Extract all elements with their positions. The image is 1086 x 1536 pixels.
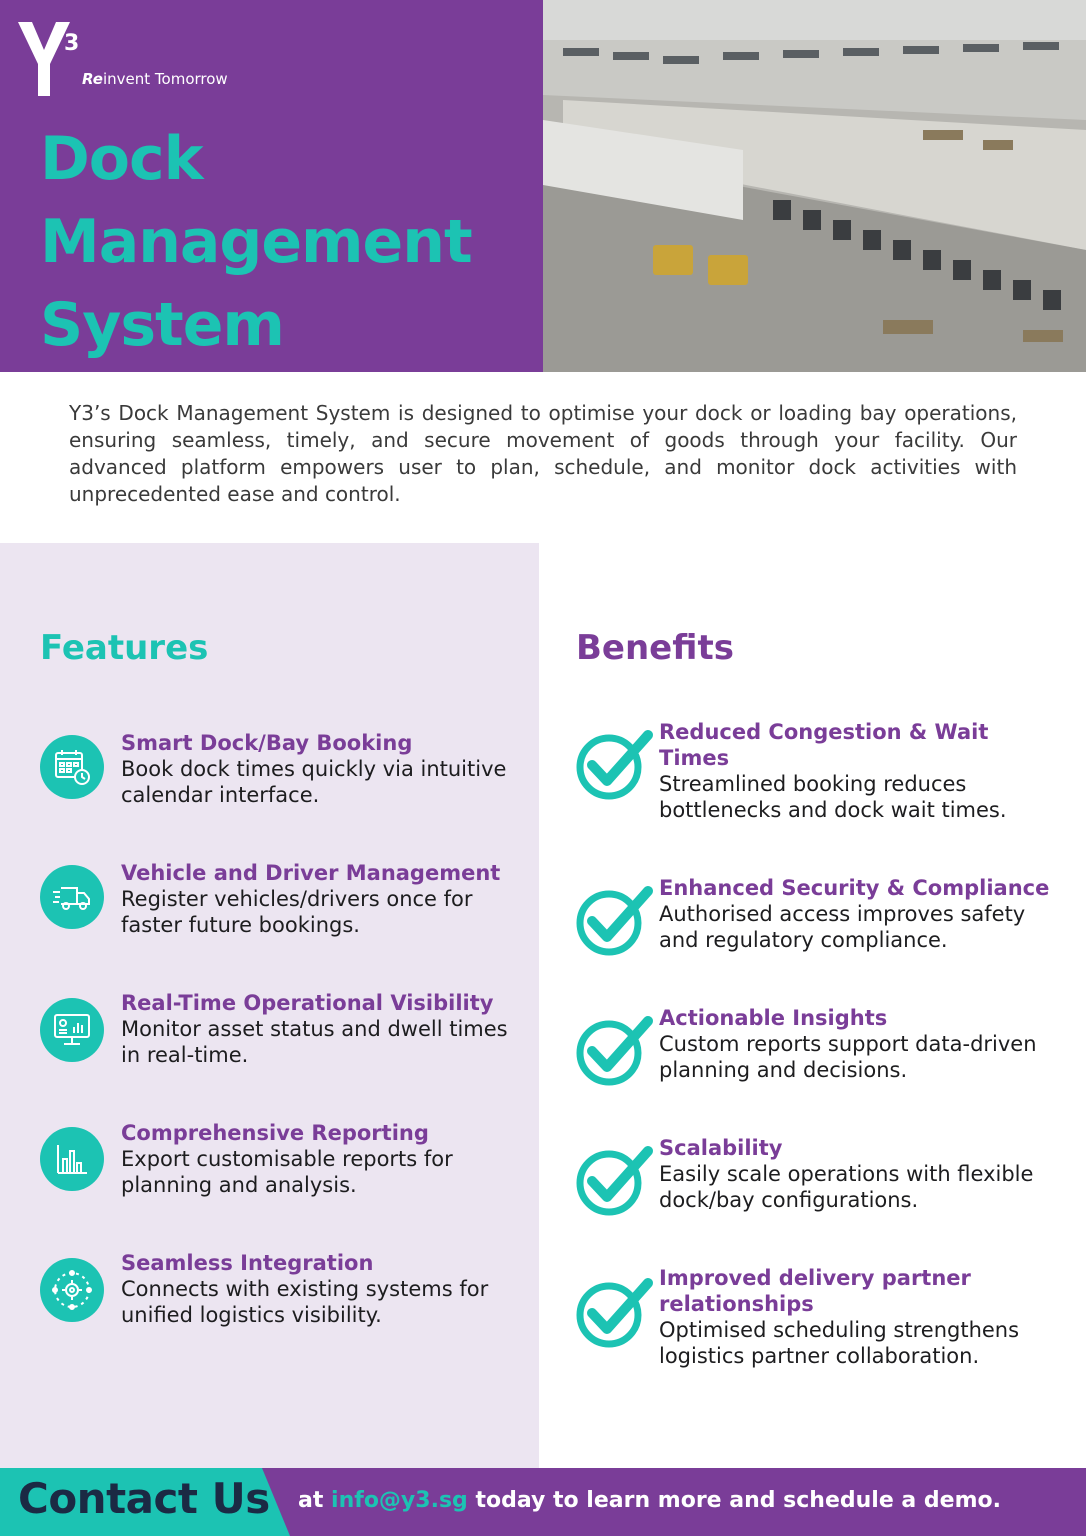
benefit-title: Scalability	[659, 1136, 783, 1160]
cta-prefix: at	[298, 1488, 324, 1513]
intro-paragraph: Y3’s Dock Management System is designed to optimise your dock or loading bay operations, ensuring seamless, timely, and secure movement of goods through your facility. Our advanced platform empowers user to plan, schedule, and monitor dock activities with unprecedented ease and control.	[69, 401, 1017, 506]
feature-desc: Register vehicles/drivers once for faster future bookings.	[121, 887, 473, 937]
features-heading: Features	[40, 628, 209, 668]
benefit-desc: Optimised scheduling strengthens logistics partner collaboration.	[659, 1318, 1020, 1368]
checkmark-icon	[576, 729, 654, 801]
calendar-clock-icon	[40, 735, 104, 799]
checkmark-icon	[576, 1277, 654, 1349]
benefit-title: Actionable Insights	[659, 1006, 888, 1030]
feature-title: Vehicle and Driver Management	[121, 861, 501, 885]
contact-heading: Contact Us	[18, 1474, 270, 1523]
contact-cta	[298, 1488, 1001, 1513]
y3-logo	[18, 20, 90, 98]
feature-desc: Export customisable reports for planning and analysis.	[121, 1147, 453, 1197]
cta-suffix: today to learn more and schedule a demo.	[475, 1488, 1001, 1513]
warehouse-illustration	[543, 0, 1086, 372]
email-link[interactable]: info@y3.sg	[331, 1488, 468, 1513]
monitor-dashboard-icon	[40, 998, 104, 1062]
benefit-title: Reduced Congestion & Wait Times	[659, 720, 989, 770]
warehouse-photo	[543, 0, 1086, 372]
benefit-desc: Custom reports support data-driven planning and decisions.	[659, 1032, 1037, 1082]
delivery-truck-icon	[40, 865, 104, 929]
integration-gear-icon	[40, 1258, 104, 1322]
checkmark-icon	[576, 885, 654, 957]
benefit-desc: Streamlined booking reduces bottlenecks and dock wait times.	[659, 772, 1007, 822]
benefit-desc: Easily scale operations with flexible dock/bay configurations.	[659, 1162, 1034, 1212]
feature-desc: Connects with existing systems for unified logistics visibility.	[121, 1277, 489, 1327]
checkmark-icon	[576, 1015, 654, 1087]
feature-title: Comprehensive Reporting	[121, 1121, 429, 1145]
feature-desc: Book dock times quickly via intuitive calendar interface.	[121, 757, 507, 807]
page-title: Dock Management System	[40, 124, 472, 360]
hero-banner	[0, 0, 543, 372]
contact-footer	[0, 1468, 1086, 1536]
benefit-title: Enhanced Security & Compliance	[659, 876, 1050, 900]
svg-text:3: 3	[64, 31, 80, 56]
checkmark-icon	[576, 1145, 654, 1217]
tagline: Reinvent Tomorrow	[82, 70, 228, 88]
benefit-title: Improved delivery partner relationships	[659, 1266, 971, 1316]
feature-title: Seamless Integration	[121, 1251, 374, 1275]
benefits-heading: Benefits	[576, 628, 734, 668]
feature-desc: Monitor asset status and dwell times in real-time.	[121, 1017, 508, 1067]
feature-title: Smart Dock/Bay Booking	[121, 731, 413, 755]
bar-chart-icon	[40, 1127, 104, 1191]
benefit-desc: Authorised access improves safety and regulatory compliance.	[659, 902, 1026, 952]
feature-title: Real-Time Operational Visibility	[121, 991, 494, 1015]
